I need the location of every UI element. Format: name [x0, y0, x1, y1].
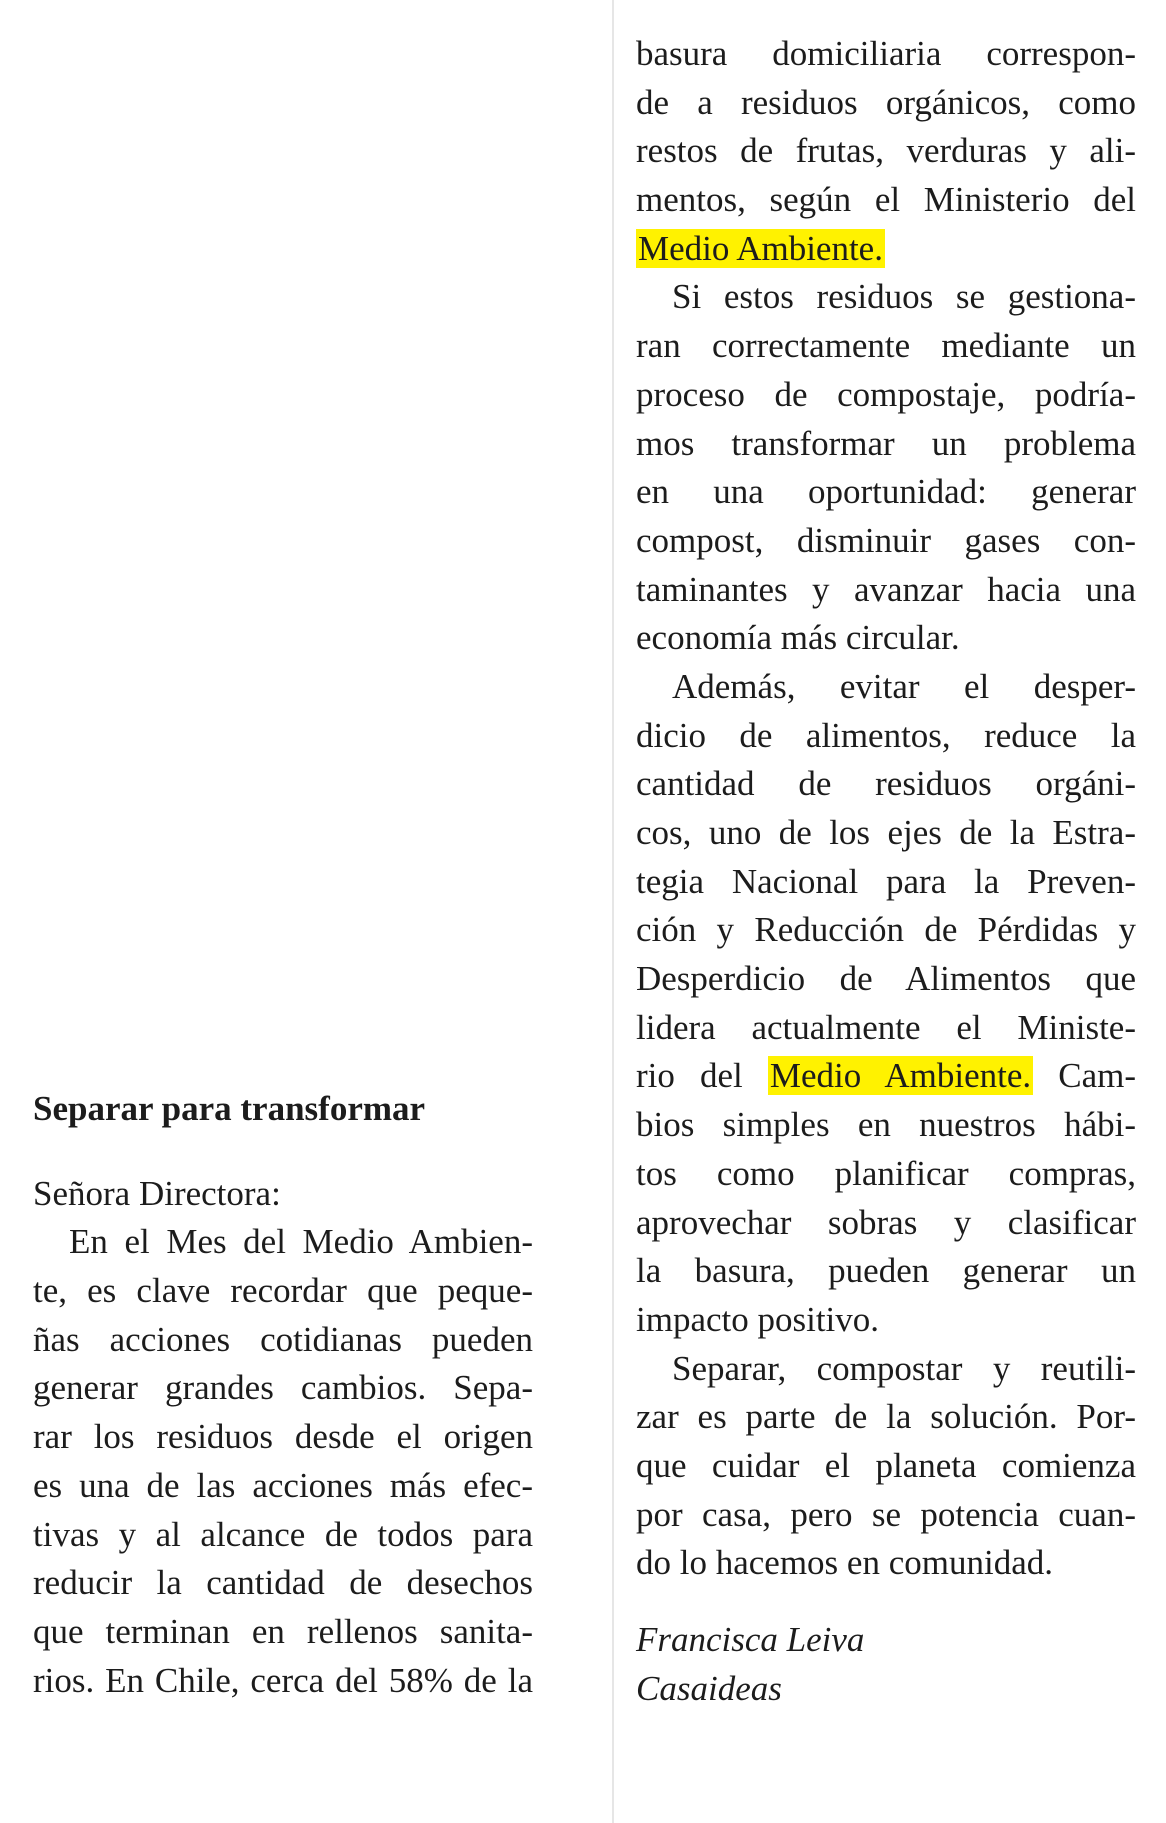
text-line: mos transformar un problema	[636, 423, 1136, 463]
text-line: tegia Nacional para la Preven-	[636, 861, 1136, 901]
text-line: compost, disminuir gases con-	[636, 520, 1136, 560]
text-line: que cuidar el planeta comienza	[636, 1445, 1136, 1485]
text-line: ran correctamente mediante un	[636, 326, 1136, 366]
text-line: que terminan en rellenos sanita-	[33, 1611, 533, 1651]
text-fragment: Cam-	[1058, 1056, 1136, 1096]
text-line: Si estos residuos se gestiona-	[672, 277, 1136, 317]
text-line: basura domiciliaria correspon-	[636, 34, 1136, 73]
text-line: mentos, según el Ministerio del	[636, 180, 1136, 220]
text-line	[636, 225, 1136, 274]
signature	[636, 1616, 1136, 1713]
text-line: taminantes y avanzar hacia una	[636, 569, 1136, 609]
signature-name: Francisca Leiva	[636, 1620, 865, 1659]
text-line: Separar, compostar y reutili-	[672, 1348, 1136, 1388]
text-line: la basura, pueden generar un	[636, 1251, 1136, 1291]
text-line: es una de las acciones más efec-	[33, 1465, 533, 1505]
text-line: por casa, pero se potencia cuan-	[636, 1494, 1136, 1534]
text-line: rios. En Chile, cerca del 58% de la	[33, 1660, 533, 1700]
left-column	[33, 1085, 533, 1705]
text-line: ñas acciones cotidianas pueden	[33, 1319, 533, 1359]
text-line: cantidad de residuos orgáni-	[636, 764, 1136, 804]
paragraph-intro	[33, 1218, 533, 1705]
text-line: proceso de compostaje, podría-	[636, 374, 1136, 414]
letter-headline: Separar para transformar	[33, 1089, 426, 1128]
text-line: cos, uno de los ejes de la Estra-	[636, 813, 1136, 852]
paragraph-continuation	[636, 30, 1136, 273]
highlighted-text: Medio Ambiente.	[769, 1056, 1032, 1096]
paragraph-desperdicio	[636, 663, 1136, 1345]
text-line: en una oportunidad: generar	[636, 472, 1136, 512]
text-line: tos como planificar compras,	[636, 1153, 1136, 1193]
text-line: zar es parte de la solución. Por-	[636, 1397, 1136, 1437]
column-divider	[612, 0, 614, 1823]
text-line: do lo hacemos en comunidad.	[636, 1543, 1053, 1583]
text-line: En el Mes del Medio Ambien-	[69, 1222, 533, 1262]
text-line: aprovechar sobras y clasificar	[636, 1202, 1136, 1242]
text-line: lidera actualmente el Ministe-	[636, 1007, 1136, 1047]
text-line: bios simples en nuestros hábi-	[636, 1105, 1136, 1145]
text-line: impacto positivo.	[636, 1299, 880, 1339]
text-line: te, es clave recordar que peque-	[33, 1271, 533, 1311]
text-line: de a residuos orgánicos, como	[636, 82, 1136, 122]
text-line: Además, evitar el desper-	[672, 666, 1136, 706]
text-line: dicio de alimentos, reduce la	[636, 715, 1136, 755]
text-line: generar grandes cambios. Sepa-	[33, 1368, 533, 1408]
text-line: ción y Reducción de Pérdidas y	[636, 910, 1136, 950]
text-line: reducir la cantidad de desechos	[33, 1563, 533, 1603]
text-line: tivas y al alcance de todos para	[33, 1514, 533, 1554]
text-line	[636, 1052, 1136, 1101]
highlighted-text: Medio Ambiente.	[638, 228, 883, 268]
paragraph-closing	[636, 1345, 1136, 1588]
text-line: Desperdicio de Alimentos que	[636, 959, 1136, 999]
letter-salutation: Señora Directora:	[33, 1173, 281, 1213]
text-line: rar los residuos desde el origen	[33, 1417, 533, 1457]
right-column	[636, 30, 1136, 1713]
paragraph-compost	[636, 273, 1136, 663]
text-line: restos de frutas, verduras y ali-	[636, 131, 1136, 171]
text-line: economía más circular.	[636, 618, 960, 658]
text-fragment: rio del	[636, 1056, 743, 1096]
signature-organization: Casaideas	[636, 1668, 782, 1708]
